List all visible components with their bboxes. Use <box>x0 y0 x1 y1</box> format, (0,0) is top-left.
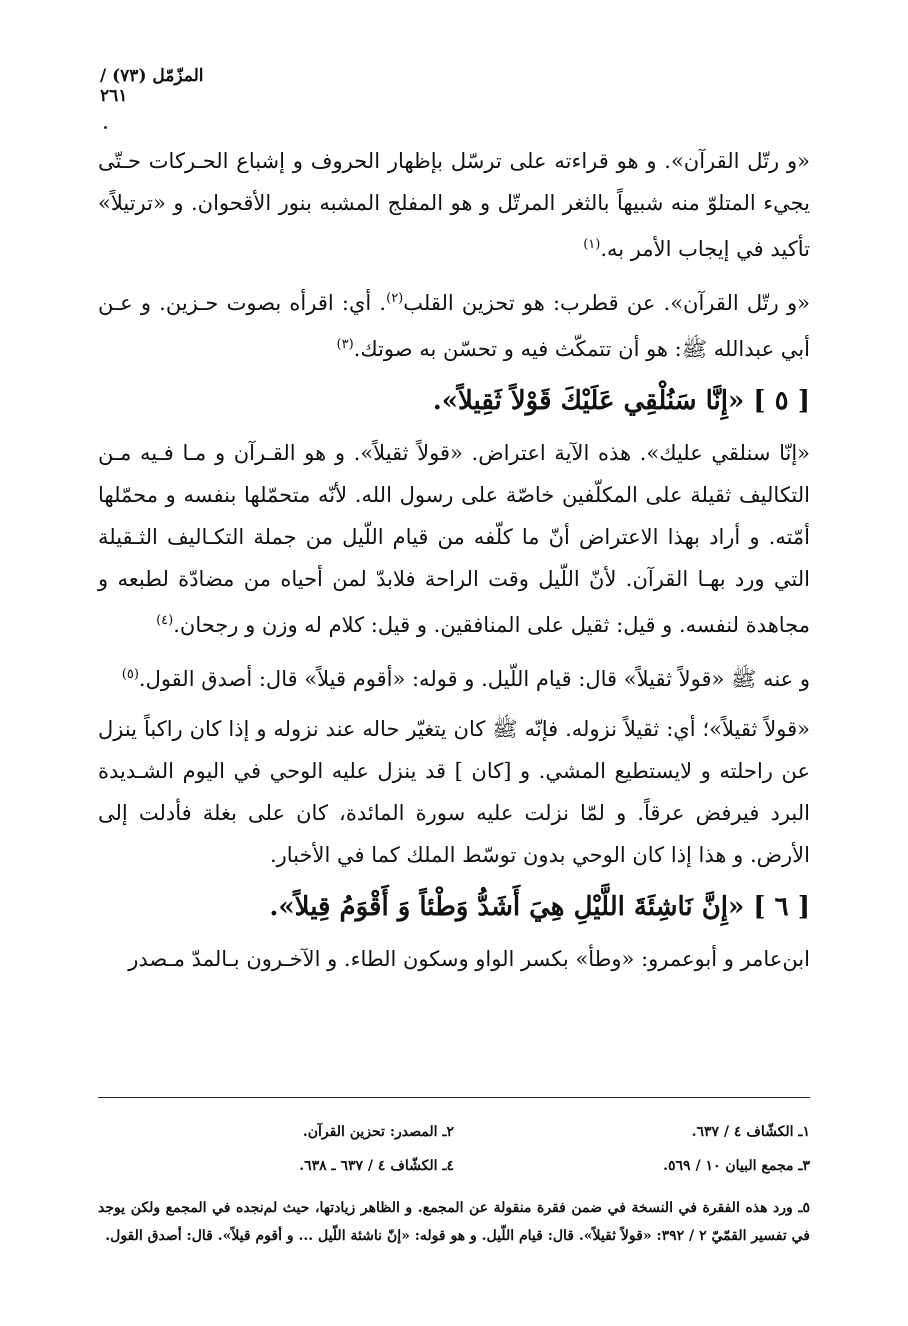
paragraph-text: «إنّا سنلقي عليك». هذه الآية اعتراض. «قولاً ثقيلاً». و هو القـرآن و مـا فـيه مـن التكاليف ثقيلة على المكلّفين خاصّة على رسول الله. لأنّه متحمّلها بنفسه و محمّلها أمّته. و أراد بهذا الاعتراض أنّ ما كلّفه من قيام اللّيل من جملة التكـاليف الثـقيلة التي ورد بهـا القرآن. لأنّ اللّيل وقت الراحة فلابدّ لمن أحياه من مضادّة لطبعه و مجاهدة لنفسه. و قيل: ثقيل على المنافقين. و قيل: كلام له وزن و رجحان. <box>98 441 810 637</box>
paragraph-commentary <box>98 432 810 646</box>
main-text <box>98 140 810 988</box>
paragraph-text: «قولاً ثقيلاً»؛ أي: ثقيلاً نزوله. فإنّه ﷺ كان يتغيّر حاله عند نزوله و إذا كان راكباً ينزل عن راحلته و لايستطيع المشي. و [كان ] قد ينزل عليه الوحي في اليوم الشـديدة البرد فيرفض عرقاً. و لمّا نزلت عليه سورة المائدة، كان على بغلة فأدلت إلى الأرض. و هذا إذا كان الوحي بدون توسّط الملك كما في الأخبار. <box>98 717 810 867</box>
footnote-ref: (٣) <box>336 337 354 352</box>
footnote-2: ٢ـ المصدر: تحزين القرآن. <box>302 1124 454 1140</box>
footnote-divider <box>98 1097 810 1098</box>
footnote-3: ٣ـ مجمع البيان ١٠ / ٥٦٩. <box>663 1158 810 1174</box>
paragraph-revelation <box>98 708 810 876</box>
footnote-ref: (٢) <box>386 291 404 306</box>
footnote-ref: (٤) <box>156 613 174 628</box>
footnote-ref: (١) <box>583 237 601 252</box>
verse-heading-6: [ ٦ ] «إِنَّ نَاشِئَةَ اللَّيْلِ هِيَ أَشَدُّ وَطْئاً وَ أَقْوَمُ قِيلاً». <box>269 892 810 922</box>
footnote-row-1 <box>98 1124 810 1140</box>
footnote-1: ١ـ الكشّاف ٤ / ٦٣٧. <box>691 1124 810 1140</box>
paragraph-text: «و رتّل القرآن». عن قطرب: هو تحزين القلب <box>403 291 810 315</box>
paragraph-readings: ابن‌عامر و أبوعمرو: «وطأ» بكسر الواو وسكون الطاء. و الآخـرون بـالمدّ مـصدر <box>128 947 810 971</box>
verse-heading-5: [ ٥ ] «إِنَّا سَنُلْقِي عَلَيْكَ قَوْلاً ثَقِيلاً». <box>432 386 810 416</box>
paragraph-tartil <box>98 140 810 270</box>
footnote-ref: (٥) <box>121 667 139 682</box>
footnote-5: ٥ـ ورد هذه الفقرة في النسخة في ضمن فقرة منقولة عن المجمع. و الظاهر زيادتها، حيث لم‌نجده في المجمع ولكن يوجد في تفسير القمّيّ ٢ / ٣٩٢: «قولاً ثقيلاً». قال: قيام اللّيل. و هو قوله: «إنّ ناشئة اللّيل ... و أقوم قيلاً». قال: أصدق القول. <box>98 1200 810 1244</box>
paragraph-hadith <box>98 654 810 700</box>
page-mark <box>104 126 107 129</box>
paragraph-text: . أي: اقرأه بصوت حـزين. و عـن أبي عبدالله ﷺ: هو أن تتمكّث فيه و تحسّن به صوتك. <box>98 291 810 361</box>
paragraph-qutrub <box>98 278 810 370</box>
footnote-4: ٤ـ الكشّاف ٤ / ٦٣٧ ـ ٦٣٨. <box>299 1158 454 1174</box>
running-header: المزّمّل (٧٣) / ٢٦١ <box>100 66 204 106</box>
paragraph-text: «و رتّل القرآن». و هو قراءته على ترسّل بإظهار الحروف و إشباع الحـركات حـتّى يجيء المتلوّ منه شبيهاً بالثغر المرتّل و هو المفلج المشبه بنور الأقحوان. و «ترتيلاً» تأكيد في إيجاب الأمر به. <box>98 149 811 261</box>
paragraph-text: و عنه ﷺ «قولاً ثقيلاً» قال: قيام اللّيل. و قوله: «أقوم قيلاً» قال: أصدق القول. <box>138 667 810 691</box>
footnote-row-2 <box>98 1158 810 1174</box>
